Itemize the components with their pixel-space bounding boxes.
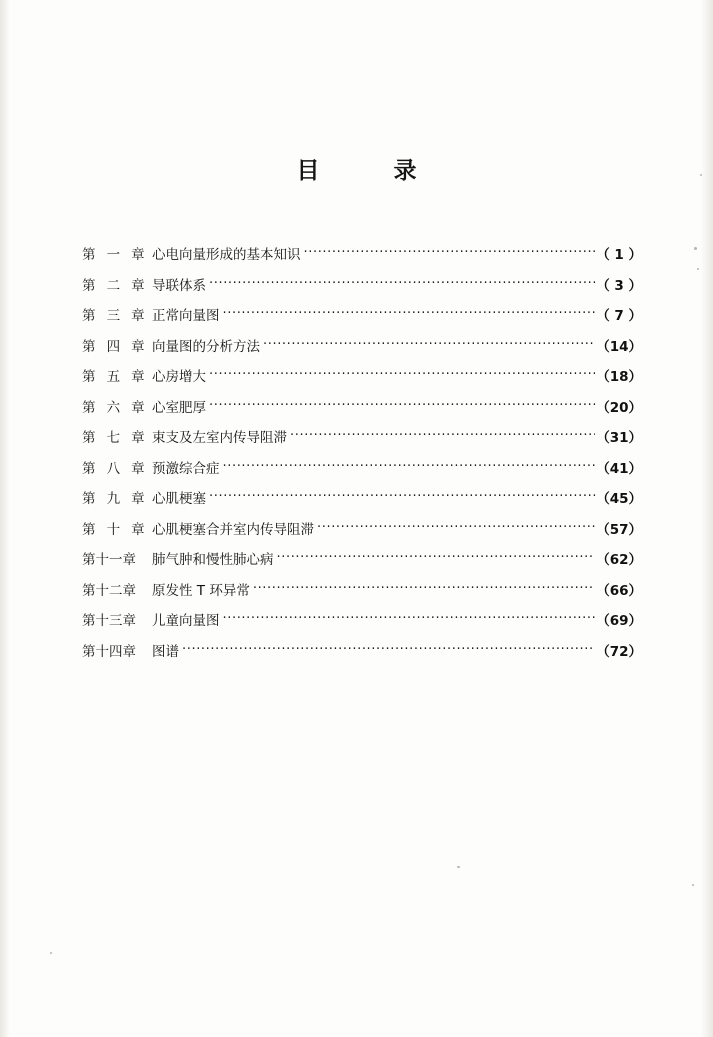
scan-speck — [457, 866, 460, 868]
chapter-label: 第 七 章 — [82, 430, 149, 446]
dot-leader — [209, 368, 595, 381]
page-number: （ 7 ） — [596, 308, 642, 324]
page-number: （66） — [596, 582, 642, 599]
chapter-label: 第 四 章 — [82, 338, 149, 355]
page-number: （ 1 ） — [596, 247, 642, 263]
chapter-label: 第十三章 — [82, 613, 136, 629]
scan-speck — [694, 247, 697, 250]
chapter-title: 心室肥厚 — [152, 399, 206, 416]
chapter-title: 原发性 T 环异常 — [152, 582, 250, 599]
chapter-label: 第 一 章 — [82, 247, 149, 263]
chapter-label: 第 九 章 — [82, 491, 149, 507]
list-item[interactable] — [82, 304, 642, 335]
chapter-label: 第十二章 — [82, 582, 136, 599]
chapter-title: 导联体系 — [152, 277, 206, 294]
page-number: （20） — [596, 399, 642, 416]
list-item[interactable] — [82, 609, 642, 640]
chapter-label: 第 十 章 — [82, 521, 149, 538]
list-item[interactable] — [82, 579, 642, 610]
dot-leader — [209, 399, 595, 412]
list-item[interactable] — [82, 548, 642, 579]
chapter-title: 正常向量图 — [152, 308, 220, 324]
list-item[interactable] — [82, 396, 642, 427]
chapter-title: 心肌梗塞 — [152, 491, 206, 507]
chapter-title: 心电向量形成的基本知识 — [152, 247, 301, 263]
page-number: （69） — [596, 613, 642, 629]
page-number: （ 3 ） — [596, 277, 642, 294]
dot-leader — [223, 307, 596, 320]
dot-leader — [223, 612, 596, 625]
page-number: （72） — [596, 643, 642, 660]
chapter-label: 第 三 章 — [82, 308, 149, 324]
dot-leader — [253, 582, 595, 595]
page-title — [0, 152, 713, 185]
chapter-title: 预激综合症 — [152, 460, 220, 477]
chapter-title: 儿童向量图 — [152, 613, 220, 629]
dot-leader — [209, 277, 595, 290]
chapter-label: 第十一章 — [82, 552, 136, 568]
page-number: （41） — [596, 460, 642, 477]
list-item[interactable] — [82, 640, 642, 671]
chapter-title: 心肌梗塞合并室内传导阻滞 — [152, 521, 314, 538]
chapter-label: 第 八 章 — [82, 460, 149, 477]
chapter-label: 第 六 章 — [82, 399, 149, 416]
chapter-label: 第十四章 — [82, 643, 136, 660]
dot-leader — [209, 490, 595, 503]
dot-leader — [223, 460, 596, 473]
scan-speck — [50, 952, 52, 954]
dot-leader — [182, 643, 595, 656]
list-item[interactable] — [82, 487, 642, 518]
chapter-title: 束支及左室内传导阻滞 — [152, 430, 287, 446]
page-number: （31） — [596, 430, 642, 446]
list-item[interactable] — [82, 274, 642, 305]
page-number: （45） — [596, 491, 642, 507]
list-item[interactable] — [82, 335, 642, 366]
page-number: （18） — [596, 369, 642, 385]
dot-leader — [277, 551, 596, 564]
chapter-title: 心房增大 — [152, 369, 206, 385]
chapter-title: 肺气肿和慢性肺心病 — [152, 552, 274, 568]
list-item[interactable] — [82, 365, 642, 396]
page-number: （62） — [596, 552, 642, 568]
dot-leader — [263, 338, 595, 351]
table-of-contents — [82, 243, 642, 670]
chapter-title: 图谱 — [152, 643, 179, 660]
chapter-title: 向量图的分析方法 — [152, 338, 260, 355]
scan-speck — [697, 268, 699, 270]
chapter-label: 第 五 章 — [82, 369, 149, 385]
dot-leader — [304, 246, 596, 259]
list-item[interactable] — [82, 518, 642, 549]
page-number: （57） — [596, 521, 642, 538]
page-number: （14） — [596, 338, 642, 355]
scan-speck — [692, 884, 694, 886]
list-item[interactable] — [82, 243, 642, 274]
page-title-char-2: 录 — [393, 158, 417, 184]
dot-leader — [290, 429, 595, 442]
dot-leader — [317, 521, 595, 534]
list-item[interactable] — [82, 457, 642, 488]
list-item[interactable] — [82, 426, 642, 457]
chapter-label: 第 二 章 — [82, 277, 149, 294]
page-title-char-1: 目 — [296, 158, 394, 184]
